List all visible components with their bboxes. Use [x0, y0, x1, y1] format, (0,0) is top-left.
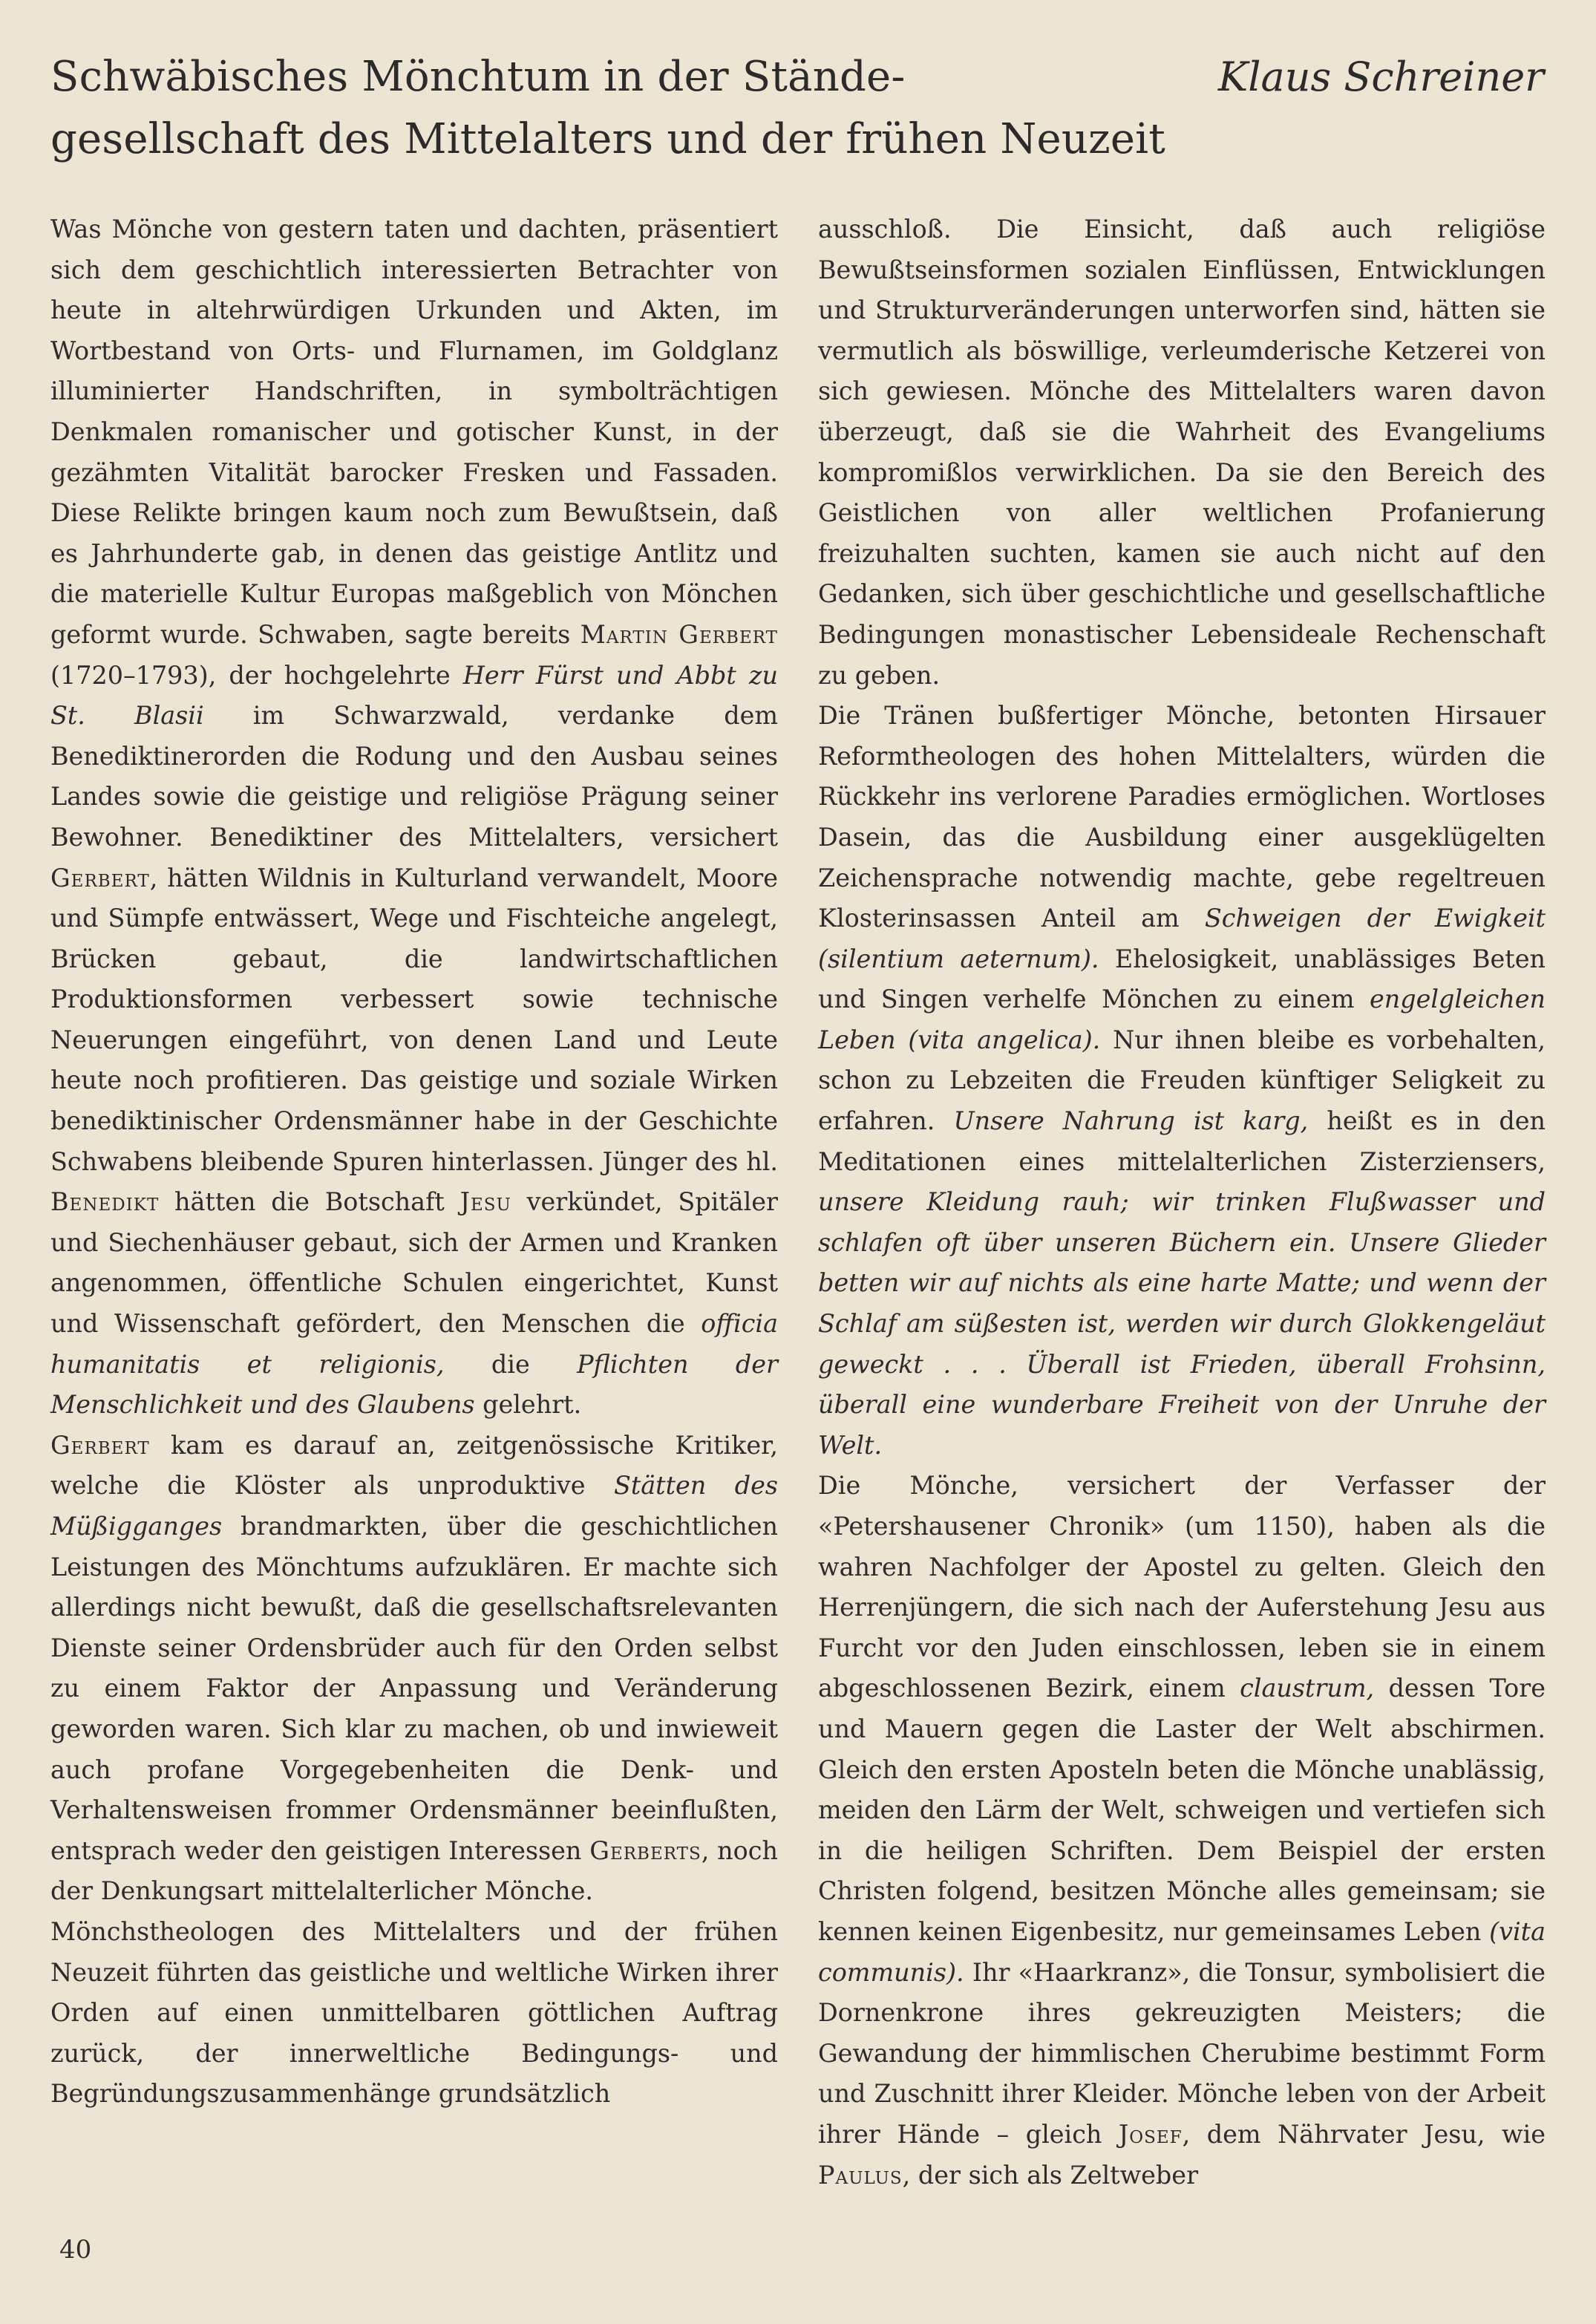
person-name: Gerbert — [50, 863, 150, 892]
text-run: , hätten Wildnis in Kulturland verwandelt, Moore und Sümpfe entwässert, Wege und Fischteiche angelegt, Brücken gebaut, die landwirtschaftlichen Produktionsformen verbessert sowie technische Neuerungen eingeführt, von denen Land und Leute heute noch profitieren. Das geistige und soziale Wirken benediktinischer Ordensmänner habe in der Geschichte Schwabens bleibende Spuren hinterlassen. Jünger des hl. — [50, 863, 778, 1176]
italic-quote: unsere Kleidung rauh; wir trinken Flußwasser und schlafen oft über unseren Büchern ein. Unsere Glieder betten wir auf nichts als eine harte Matte; und wenn der Schlaf am süßesten ist, werden wir durch Glokkengeläut geweckt . . . Überall ist Frieden, überall Frohsinn, überall eine wunderbare Freiheit von der Unruhe der Welt. — [818, 1187, 1546, 1460]
text-run: Was Mönche von gestern taten und dachten, präsentiert sich dem geschichtlich interessierten Betrachter von heute in altehrwürdigen Urkunden und Akten, im Wortbestand von Orts- und Flurnamen, im Goldglanz illuminierter Handschriften, in symbolträchtigen Denkmalen romanischer und gotischer Kunst, in der gezähmten Vitalität barocker Fresken und Fassaden. Diese Relikte bringen kaum noch zum Bewußtsein, daß es Jahrhunderte gab, in denen das geistige Antlitz und die materielle Kultur Europas maßgeblich von Mönchen geformt wurde. Schwaben, sagte bereits — [50, 215, 778, 649]
paragraph — [50, 209, 778, 1426]
text-run: gelehrt. — [474, 1390, 582, 1420]
text-run: Die Mönche, versichert der Verfasser der «Petershausener Chronik» (um 1150), haben als die wahren Nachfolger der Apostel zu gelten. Gleich den Herrenjüngern, die sich nach der Auferstehung Jesu aus Furcht vor den Juden einschlossen, leben sie in einem abgeschlossenen Bezirk, einem — [818, 1471, 1546, 1703]
paragraph — [50, 1426, 778, 1912]
text-run: Ehelosigkeit, unablässiges Beten und Singen verhelfe Mönchen zu einem — [818, 944, 1546, 1014]
text-run: verkündet, Spitäler und Siechenhäuser gebaut, sich der Armen und Kranken angenommen, öffentliche Schulen eingerichtet, Kunst und Wissenschaft gefördert, den Menschen die — [50, 1187, 778, 1339]
article-author: Klaus Schreiner — [1200, 46, 1544, 108]
text-run: , dem Nährvater Jesu, wie — [1182, 2119, 1546, 2149]
title-line-2: gesellschaft des Mittelalters und der frühen Neuzeit — [50, 115, 1166, 163]
text-run: , der sich als Zeltweber — [902, 2160, 1199, 2190]
page-number: 40 — [59, 2235, 92, 2265]
person-name: Gerbert — [50, 1430, 150, 1460]
italic-phrase: Unsere Nahrung ist karg, — [953, 1106, 1309, 1136]
italic-phrase: Pflichten der Menschlichkeit und des Glaubens — [50, 1349, 778, 1420]
text-run: kam es darauf an, zeitgenössische Kritiker, welche die Klöster als unproduktive — [50, 1430, 778, 1501]
text-run: Die Tränen bußfertiger Mönche, betonten Hirsauer Reformtheologen des hohen Mittelalters, würden die Rückkehr ins verlorene Paradies ermöglichen. Wortloses Dasein, das die Ausbildung einer ausgeklügelten Zeichensprache notwendig machte, gebe regeltreuen Klosterinsassen Anteil am — [818, 701, 1546, 933]
text-run: im Schwarzwald, verdanke dem Benediktinerorden die Rodung und den Ausbau seines Landes sowie die geistige und religiöse Prägung seiner Bewohner. Benediktiner des Mittelalters, versichert — [50, 701, 778, 852]
person-name: Josef — [1118, 2119, 1183, 2149]
article-header — [50, 46, 1544, 180]
italic-phrase: Schweigen der Ewigkeit (silentium aeternum). — [818, 904, 1546, 973]
text-run: , noch der Denkungsart mittelalterlicher Mönche. — [50, 1835, 778, 1906]
person-name: Paulus — [818, 2160, 903, 2190]
left-column — [50, 209, 778, 2115]
paragraph — [818, 696, 1546, 1466]
italic-phrase: Stätten des Müßigganges — [50, 1471, 778, 1541]
italic-phrase: engelgleichen Leben (vita angelica). — [818, 985, 1546, 1054]
italic-phrase: claustrum, — [1240, 1674, 1375, 1703]
italic-phrase: (vita communis). — [818, 1916, 1546, 1987]
title-line-1: Schwäbisches Mönchtum in der Stände- — [50, 53, 906, 101]
paragraph — [818, 1466, 1546, 2196]
text-run: (1720–1793), der hochgelehrte — [50, 660, 463, 690]
person-name: Benedikt — [50, 1187, 160, 1217]
text-run: Ihr «Haarkranz», die Tonsur, symbolisiert die Dornenkrone ihres gekreuzigten Meisters; die Gewandung der himmlischen Cherubime bestimmt Form und Zuschnitt ihrer Kleider. Mönche leben von der Arbeit ihrer Hände – gleich — [818, 1957, 1546, 2149]
person-name: Martin Gerbert — [580, 619, 779, 649]
text-run: heißt es in den Meditationen eines mittelalterlichen Zisterziensers, — [818, 1106, 1546, 1176]
italic-phrase: Herr Fürst und Abbt zu St. Blasii — [50, 660, 778, 731]
person-name: Gerberts — [589, 1835, 701, 1865]
person-name: Jesu — [459, 1187, 511, 1217]
text-run: brandmarkten, über die geschichtlichen Leistungen des Mönchtums aufzuklären. Er machte sich allerdings nicht bewußt, daß die gesellschaftsrelevanten Dienste seiner Ordensbrüder auch für den Orden selbst zu einem Faktor der Anpassung und Veränderung geworden waren. Sich klar zu machen, ob und inwieweit auch profane Vorgegebenheiten die Denk- und Verhaltensweisen frommer Ordensmänner beeinflußten, entsprach weder den geistigen Interessen — [50, 1512, 778, 1865]
text-run: dessen Tore und Mauern gegen die Laster der Welt abschirmen. Gleich den ersten Aposteln beten die Mönche unablässig, meiden den Lärm der Welt, schweigen und vertiefen sich in die heiligen Schriften. Dem Beispiel der ersten Christen folgend, besitzen Mönche alles gemeinsam; sie kennen keinen Eigenbesitz, nur gemeinsames Leben — [818, 1674, 1546, 1946]
text-run: hätten die Botschaft — [159, 1187, 460, 1217]
italic-phrase: officia humanitatis et religionis, — [50, 1309, 778, 1379]
right-column — [818, 209, 1546, 2196]
paragraph: ausschloß. Die Einsicht, daß auch religiöse Bewußtseinsformen sozialen Einflüssen, Entwicklungen und Strukturveränderungen unterworfen sind, hätten sie vermutlich als böswillige, verleumderische Ketzerei von sich gewiesen. Mönche des Mittelalters waren davon überzeugt, daß sie die Wahrheit des Evangeliums kompromißlos verwirklichen. Da sie den Bereich des Geistlichen von aller weltlichen Profanierung freizuhalten suchten, kamen sie auch nicht auf den Gedanken, sich über geschichtliche und gesellschaftliche Bedingungen monastischer Lebensideale Rechenschaft zu geben. — [818, 215, 1546, 690]
paragraph: Mönchstheologen des Mittelalters und der frühen Neuzeit führten das geistliche und weltliche Wirken ihrer Orden auf einen unmittelbaren göttlichen Auftrag zurück, der innerweltliche Bedingungs- und Begründungszusammenhänge grundsätzlich — [50, 1916, 778, 2109]
text-run: die — [444, 1349, 578, 1379]
text-run: Nur ihnen bleibe es vorbehalten, schon zu Lebzeiten die Freuden künftiger Seligkeit zu erfahren. — [818, 1025, 1546, 1136]
